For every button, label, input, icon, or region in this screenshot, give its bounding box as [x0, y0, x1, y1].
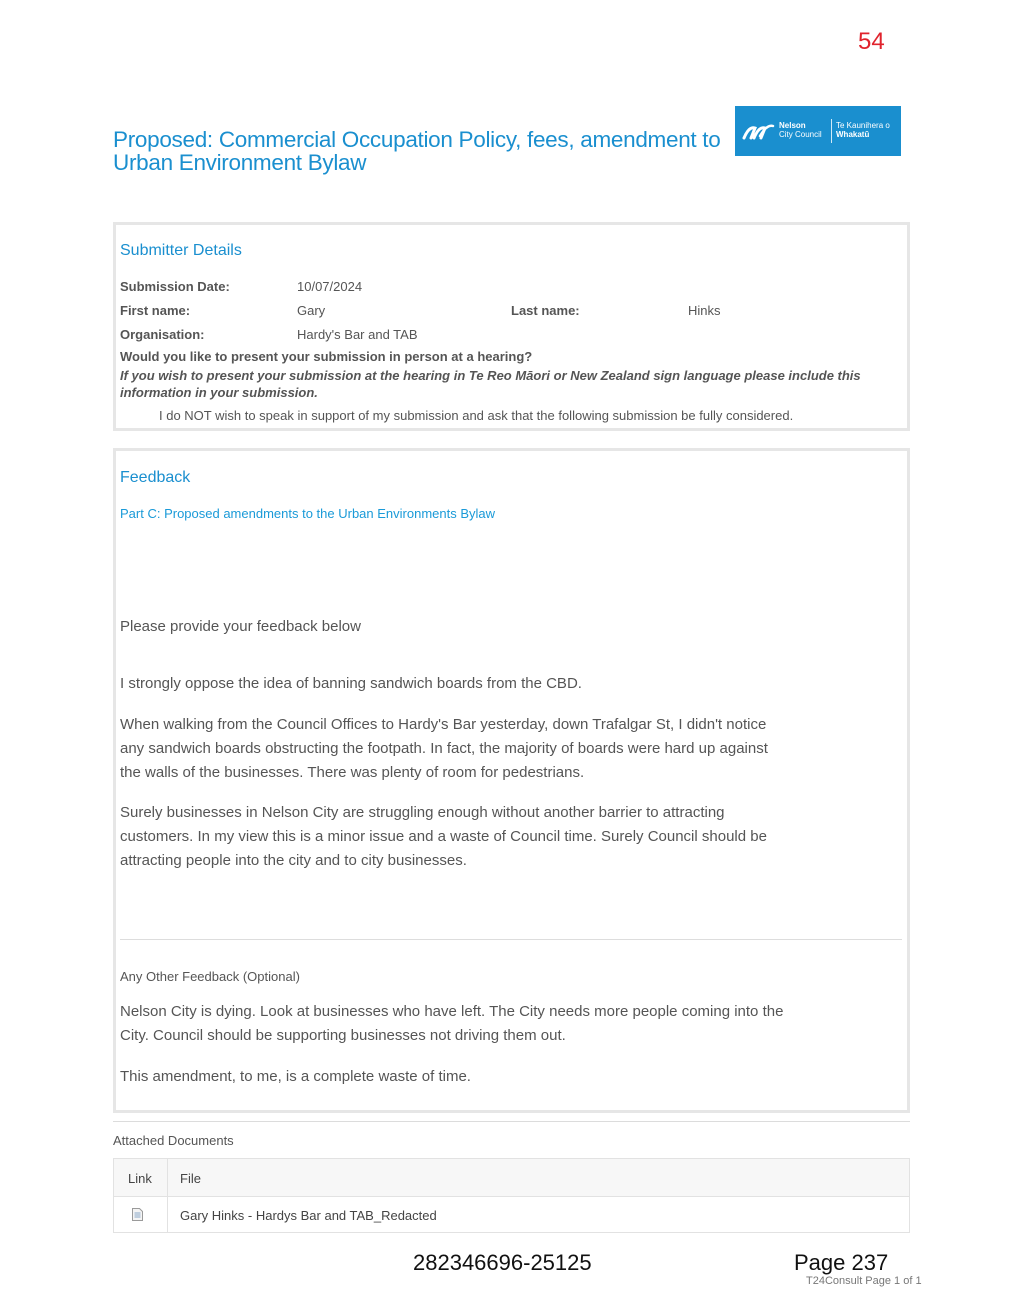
attachments-divider — [113, 1121, 910, 1122]
page-number: 54 — [858, 28, 885, 55]
hearing-question: Would you like to present your submission in person at a hearing? — [120, 349, 533, 364]
attachments-table-header — [114, 1159, 909, 1197]
first-name-value: Gary — [297, 303, 326, 318]
footer-document-id: 282346696-25125 — [413, 1250, 592, 1275]
attached-documents-heading: Attached Documents — [113, 1133, 234, 1148]
feedback-paragraph-1: I strongly oppose the idea of banning sandwich boards from the CBD. — [120, 675, 582, 692]
submitter-details-heading: Submitter Details — [120, 242, 242, 259]
hearing-note: If you wish to present your submission at the hearing in Te Reo Māori or New Zealand sign language please include this information in your submission. — [120, 368, 861, 400]
column-header-file: File — [180, 1171, 201, 1186]
council-logo-icon — [741, 116, 781, 146]
column-header-link: Link — [128, 1171, 152, 1186]
logo-mi-name: Whakatū — [836, 130, 870, 139]
document-icon[interactable] — [132, 1208, 143, 1221]
feedback-part-title: Part C: Proposed amendments to the Urban Environments Bylaw — [120, 506, 496, 521]
first-name-label: First name: — [120, 303, 191, 318]
footer-consult-page: T24Consult Page 1 of 1 — [806, 1275, 922, 1287]
organisation-value: Hardy's Bar and TAB — [297, 327, 418, 342]
feedback-divider — [120, 939, 902, 940]
footer-page-label: Page 237 — [794, 1250, 889, 1275]
attachment-file-name[interactable]: Gary Hinks - Hardys Bar and TAB_Redacted — [180, 1208, 437, 1223]
attachments-column-divider — [167, 1159, 168, 1232]
logo-en-sub: City Council — [779, 130, 822, 139]
feedback-paragraph-3-line-3: attracting people into the city and to city businesses. — [120, 852, 467, 869]
feedback-paragraph-3-line-1: Surely businesses in Nelson City are struggling enough without another barrier to attracting — [120, 804, 725, 821]
last-name-value: Hinks — [688, 303, 721, 318]
feedback-paragraph-2-line-3: the walls of the businesses. There was plenty of room for pedestrians. — [120, 764, 585, 781]
feedback-prompt: Please provide your feedback below — [120, 618, 361, 635]
submission-date-value: 10/07/2024 — [297, 279, 363, 294]
logo-divider — [831, 119, 832, 143]
organisation-label: Organisation: — [120, 327, 205, 342]
feedback-heading: Feedback — [120, 469, 191, 486]
feedback-paragraph-2-line-2: any sandwich boards obstructing the footpath. In fact, the majority of boards were hard up against — [120, 740, 768, 757]
hearing-answer: I do NOT wish to speak in support of my submission and ask that the following submission be fully considered. — [159, 408, 794, 423]
other-feedback-line-2: City. Council should be supporting businesses not driving them out. — [120, 1027, 566, 1044]
council-logo — [735, 106, 901, 156]
last-name-label: Last name: — [511, 303, 580, 318]
attachments-table — [113, 1158, 910, 1233]
feedback-paragraph-2-line-1: When walking from the Council Offices to Hardy's Bar yesterday, down Trafalgar St, I didn't notice — [120, 716, 767, 733]
other-feedback-label: Any Other Feedback (Optional) — [120, 969, 300, 984]
page-title: Proposed: Commercial Occupation Policy, fees, amendment to Urban Environment Bylaw — [113, 127, 721, 175]
other-feedback-line-1: Nelson City is dying. Look at businesses who have left. The City needs more people coming into the — [120, 1003, 784, 1020]
submission-date-label: Submission Date: — [120, 279, 230, 294]
logo-en-name: Nelson — [779, 121, 806, 130]
other-feedback-line-3: This amendment, to me, is a complete waste of time. — [120, 1068, 471, 1085]
logo-mi-top: Te Kaunihera o — [836, 121, 890, 130]
feedback-paragraph-3-line-2: customers. In my view this is a minor issue and a waste of Council time. Surely Council should be — [120, 828, 767, 845]
